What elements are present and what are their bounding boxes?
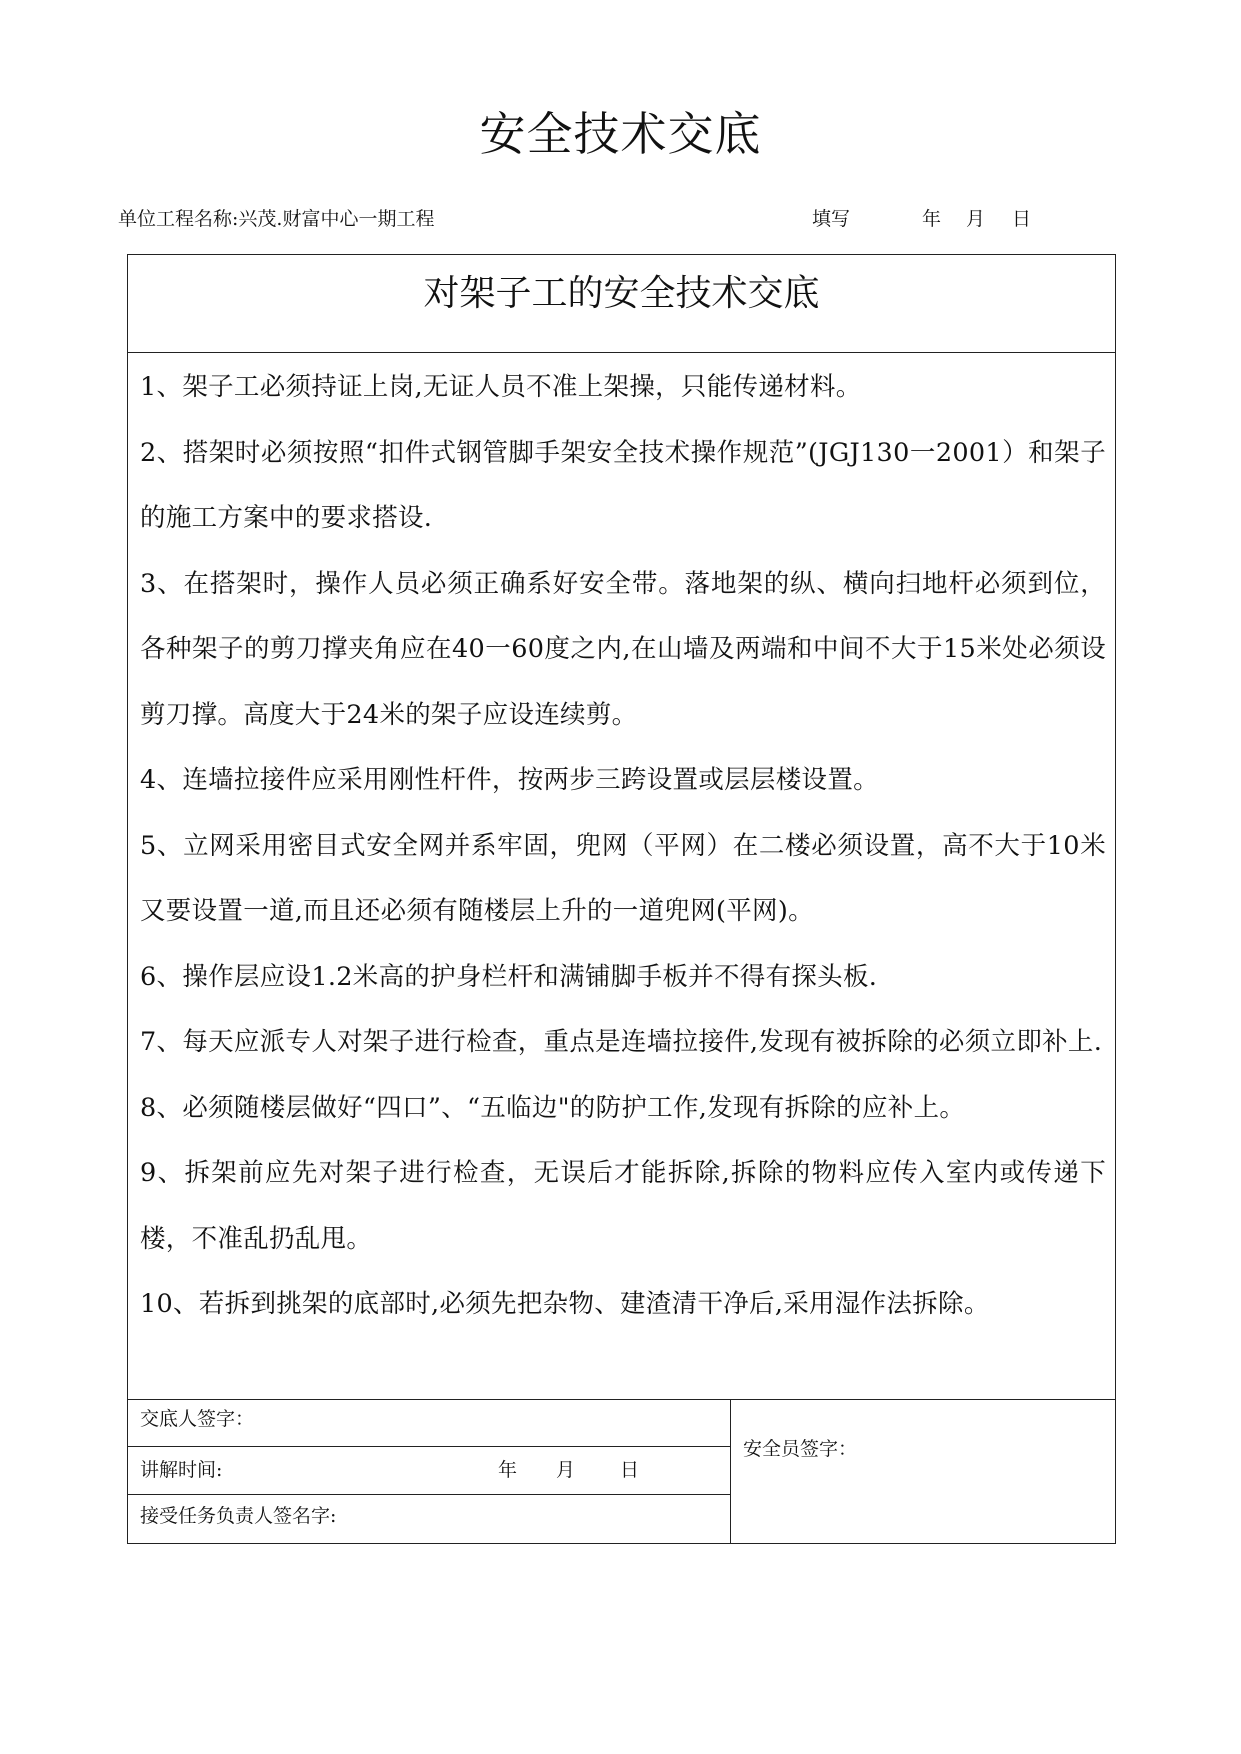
disclosure-item-8: 8、必须随楼层做好“四口”、“五临边"的防护工作,发现有拆除的应补上。 xyxy=(140,1092,966,1123)
disclosure-item-1: 1、架子工必须持证上岗,无证人员不准上架操，只能传递材料。 xyxy=(140,372,862,402)
discloser-sign-field[interactable] xyxy=(128,1400,730,1447)
safety-officer-sign-label: 安全员签字： xyxy=(743,1438,858,1460)
disclosure-form xyxy=(127,254,1116,1544)
explain-time-label: 讲解时间: xyxy=(140,1459,223,1481)
disclosure-item-4: 4、连墙拉接件应采用刚性杆件，按两步三跨设置或层层楼设置。 xyxy=(140,765,879,795)
header-year-label: 年 xyxy=(922,208,942,230)
page-title: 安全技术交底 xyxy=(479,107,762,161)
signature-section xyxy=(128,1399,1115,1543)
signature-left-column xyxy=(128,1400,731,1543)
disclosure-item-9: 9、拆架前应先对架子进行检查，无误后才能拆除,拆除的物料应传入室内或传递下楼，不准乱扔乱甩。 xyxy=(140,1158,1106,1254)
disclosure-item-3: 3、在搭架时，操作人员必须正确系好安全带。落地架的纵、横向扫地杆必须到位，各种架子的剪刀撑夹角应在40一60度之内,在山墙及两端和中间不大于15米处必须设剪刀撑。高度大于24米的架子应设连续剪。 xyxy=(140,568,1106,730)
fill-label: 填写 xyxy=(812,208,851,230)
discloser-sign-label: 交底人签字： xyxy=(140,1408,255,1430)
disclosure-item-5: 5、立网采用密目式安全网并系牢固，兜网（平网）在二楼必须设置，高不大于10米又要设置一道,而且还必须有随楼层上升的一道兜网(平网)。 xyxy=(140,830,1106,926)
disclosure-item-10: 10、若拆到挑架的底部时,必须先把杂物、建渣清干净后,采用湿作法拆除。 xyxy=(140,1289,990,1319)
explain-day-label: 日 xyxy=(620,1459,640,1481)
receiver-sign-label: 接受任务负责人签名字: xyxy=(140,1505,337,1527)
disclosure-items xyxy=(140,355,1106,1338)
disclosure-item-7: 7、每天应派专人对架子进行检查，重点是连墙拉接件,发现有被拆除的必须立即补上. xyxy=(140,1027,1103,1057)
header-month-label: 月 xyxy=(966,208,986,230)
safety-officer-sign-field[interactable] xyxy=(743,1436,857,1462)
receiver-sign-field[interactable] xyxy=(128,1495,730,1542)
section-title: 对架子工的安全技术交底 xyxy=(423,273,820,314)
header-day-label: 日 xyxy=(1012,208,1032,230)
project-name: 单位工程名称:兴茂.财富中心一期工程 xyxy=(118,208,435,230)
explain-month-label: 月 xyxy=(556,1459,576,1481)
explain-year-label: 年 xyxy=(498,1459,518,1481)
disclosure-item-2: 2、搭架时必须按照“扣件式钢管脚手架安全技术操作规范”(JGJ130一2001）和架子的施工方案中的要求搭设. xyxy=(140,437,1106,533)
form-header xyxy=(128,255,1115,353)
disclosure-item-6: 6、操作层应设1.2米高的护身栏杆和满铺脚手板并不得有探头板. xyxy=(140,961,878,992)
explain-time-field[interactable] xyxy=(128,1447,730,1495)
